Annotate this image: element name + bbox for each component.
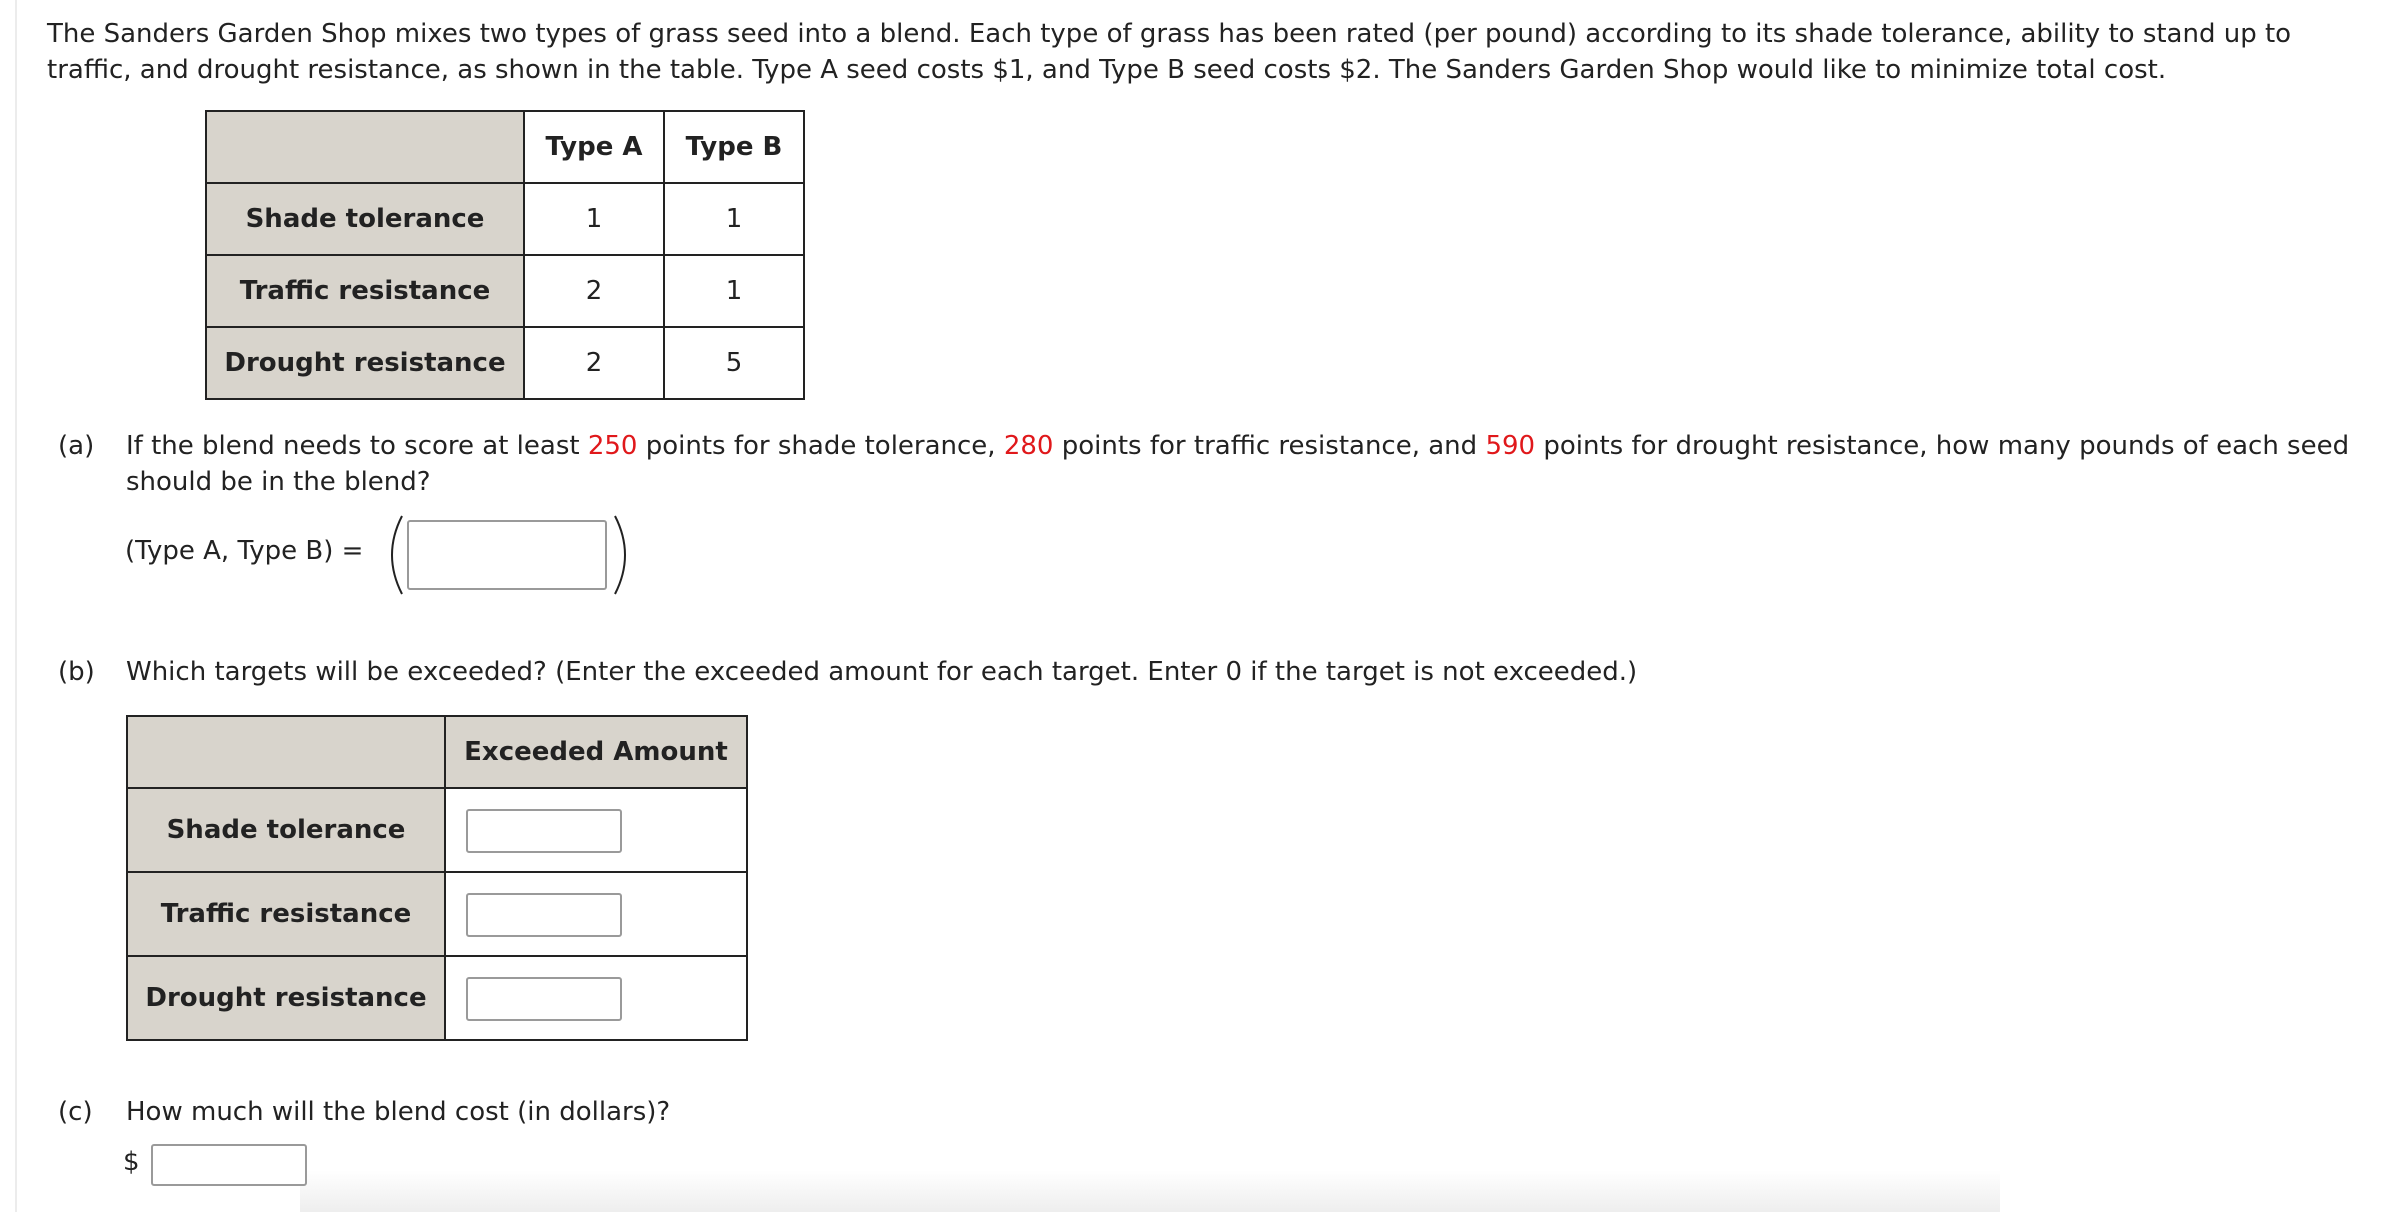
exceeded-label-shade: Shade tolerance [127,788,445,872]
row-label-traffic: Traffic resistance [206,255,524,327]
cell-drought-a: 2 [524,327,664,399]
ratings-table-corner [206,111,524,183]
header-type-a: Type A [524,111,664,183]
shade-exceeded-input[interactable] [466,809,622,853]
row-label-shade: Shade tolerance [206,183,524,255]
row-label-drought: Drought resistance [206,327,524,399]
drought-exceeded-input[interactable] [466,977,622,1021]
part-a-text-4: points for drought resistance, how many pounds of each seed [1535,431,2350,461]
right-paren-icon [611,514,637,596]
left-paren-icon [380,514,406,596]
bottom-shadow [300,1170,2000,1212]
table-row [127,788,747,872]
table-row [206,183,804,255]
traffic-target-value: 280 [1003,431,1054,461]
part-a-letter: (a) [58,431,95,461]
part-b-text: Which targets will be exceeded? (Enter the exceeded amount for each target. Enter 0 if the target is not exceeded.) [126,657,1638,687]
drought-target-value: 590 [1485,431,1536,461]
header-type-b: Type B [664,111,804,183]
shade-target-value: 250 [587,431,638,461]
cell-shade-a: 1 [524,183,664,255]
part-c-text: How much will the blend cost (in dollars)? [126,1097,671,1127]
table-row [206,255,804,327]
problem-statement: The Sanders Garden Shop mixes two types of grass seed into a blend. Each type of grass has been rated (per pound) according to its shade tolerance, ability to stand up to traffic, and drought resistance, as shown in the table. Type A seed costs $1, and Type B seed costs $2. The Sanders Garden Shop would like to minimize total cost. [47,19,2292,85]
part-b-letter: (b) [58,657,95,687]
table-row [127,956,747,1040]
exceeded-table-corner [127,716,445,788]
part-a-text-3: points for traffic resistance, and [1053,431,1486,461]
exceeded-cell-shade [445,788,747,872]
part-c-letter: (c) [58,1097,93,1127]
exceeded-cell-traffic [445,872,747,956]
ratings-table [205,110,805,400]
exceeded-label-drought: Drought resistance [127,956,445,1040]
blend-cost-input[interactable] [151,1144,307,1186]
currency-symbol: $ [123,1147,140,1177]
part-a-text-1: If the blend needs to score at least [126,431,588,461]
exceeded-table [126,715,748,1041]
part-a-answer-label: (Type A, Type B) = [125,536,364,566]
cell-shade-b: 1 [664,183,804,255]
header-exceeded-amount: Exceeded Amount [445,716,747,788]
part-a-text [126,428,2349,464]
cell-drought-b: 5 [664,327,804,399]
type-ab-answer-input[interactable] [407,520,607,590]
part-a-question [58,428,2358,508]
cell-traffic-b: 1 [664,255,804,327]
table-row [206,327,804,399]
part-b-question [58,654,2358,694]
exceeded-cell-drought [445,956,747,1040]
exceeded-label-traffic: Traffic resistance [127,872,445,956]
traffic-exceeded-input[interactable] [466,893,622,937]
part-c-question [58,1094,1058,1134]
part-a-text-2: points for shade tolerance, [637,431,1004,461]
cell-traffic-a: 2 [524,255,664,327]
part-a-text-line2: should be in the blend? [126,467,431,497]
left-border [15,0,17,1212]
table-row [127,872,747,956]
